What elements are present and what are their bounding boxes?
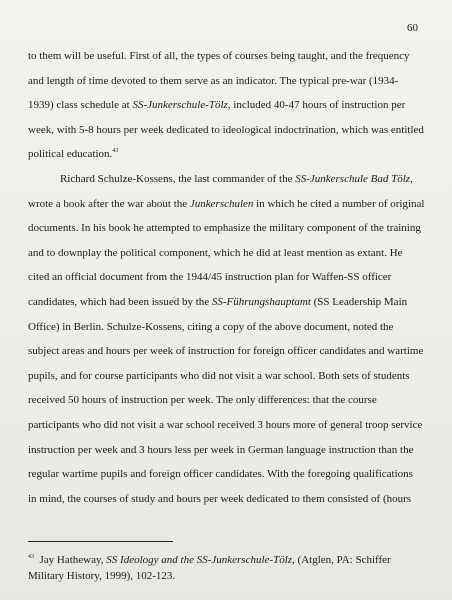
italic-term: SS-Führungshauptamt	[211, 295, 311, 308]
text-run: 1939) class schedule at	[28, 99, 133, 112]
text-run: (SS Leadership Main	[310, 295, 408, 308]
text-line	[28, 148, 118, 160]
text-line: documents. In his book he attempted to emphasize the military component of the training	[28, 222, 421, 235]
text-line: and to downplay the political component, which he did at least mention as extant. He	[28, 246, 403, 259]
text-run: candidates, which had been issued by the	[28, 295, 212, 308]
page-number: 60	[407, 22, 418, 34]
text-line	[28, 296, 407, 308]
italic-term: Junkerschulen	[189, 197, 254, 210]
text-line: cited an official document from the 1944/45 instruction plan for Waffen-SS officer	[28, 271, 392, 284]
footnote-reference[interactable]: 43	[112, 148, 119, 155]
text-line: instruction per week and 3 hours less per week in German language instruction than the	[28, 443, 414, 456]
text-line: pupils, and for course participants who did not visit a war school. Both sets of students	[28, 369, 410, 382]
paragraph-1	[28, 44, 440, 167]
text-line: subject areas and hours per week of instruction for foreign officer candidates and wartime	[28, 345, 424, 358]
text-run: , (Atglen, PA: Schiffer	[292, 554, 391, 566]
text-line: week, with 5-8 hours per week dedicated to ideological indoctrination, which was entitled	[28, 123, 424, 136]
body-text	[28, 44, 440, 511]
paragraph-2-cont	[28, 192, 440, 512]
text-run: Jay Hatheway,	[39, 554, 107, 566]
text-line: participants who did not visit a war school received 3 hours more of general troop service	[28, 418, 423, 431]
italic-title: SS-Junkerschule-Tölz	[132, 99, 228, 112]
italic-title: SS Ideology and the SS-Junkerschule-Tölz	[106, 554, 293, 566]
text-line: in mind, the courses of study and hours per week dedicated to them consisted of (hours	[28, 492, 412, 505]
footnote-divider	[28, 541, 173, 542]
footnote	[28, 552, 438, 584]
footnote-number: 43	[28, 554, 34, 560]
text-line: to them will be useful. First of all, the types of courses being taught, and the frequency	[28, 50, 410, 62]
text-run: Richard Schulze-Kossens, the last commander of the	[60, 172, 296, 185]
text-line: received 50 hours of instruction per week. The only differences: that the course	[28, 394, 377, 407]
text-line: and length of time devoted to them serve as an indicator. The typical pre-war (1934-	[28, 74, 399, 87]
text-line	[28, 198, 424, 210]
text-line	[28, 99, 405, 111]
text-line	[60, 173, 413, 185]
text-run: , included 40-47 hours of instruction per	[227, 99, 406, 112]
text-run: in which he cited a number of original	[253, 197, 425, 210]
text-line: regular wartime pupils and foreign officer candidates. With the foregoing qualifications	[28, 468, 413, 481]
text-line: Office) in Berlin. Schulze-Kossens, citing a copy of the above document, noted the	[28, 320, 394, 333]
italic-title: SS-Junkerschule Bad Tölz	[295, 172, 411, 185]
text-line: Military History, 1999), 102-123.	[28, 570, 176, 582]
text-run: ,	[410, 172, 413, 185]
text-run: wrote a book after the war about the	[28, 197, 190, 210]
text-line	[28, 554, 391, 566]
text-run: political education.	[28, 148, 113, 161]
paragraph-2	[28, 167, 440, 192]
